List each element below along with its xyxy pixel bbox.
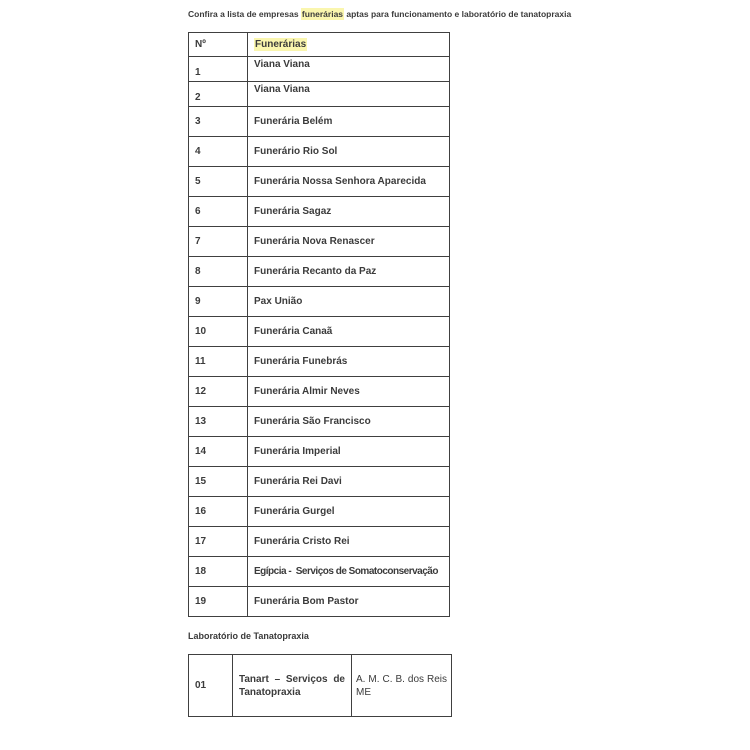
- company-name-cell: Pax União: [248, 287, 450, 317]
- company-name-cell: Funerária Nova Renascer: [248, 227, 450, 257]
- lab-owner-cell: A. M. C. B. dos Reis ME: [352, 655, 452, 717]
- table-row: [189, 527, 450, 557]
- company-name-cell: Funerária Recanto da Paz: [248, 257, 450, 287]
- row-number-cell: 1: [189, 57, 248, 82]
- row-number-cell: 11: [189, 347, 248, 377]
- row-number-cell: 17: [189, 527, 248, 557]
- intro-text-before: Confira a lista de empresas: [188, 9, 301, 19]
- company-name-cell: Funerária Cristo Rei: [248, 527, 450, 557]
- row-number-cell: 18: [189, 557, 248, 587]
- row-number-cell: 2: [189, 82, 248, 107]
- intro-highlighted-word: funerárias: [301, 9, 344, 19]
- company-name-cell: Funerária Almir Neves: [248, 377, 450, 407]
- company-name-cell: Funerária Rei Davi: [248, 467, 450, 497]
- table-row: [189, 227, 450, 257]
- row-number-cell: 4: [189, 137, 248, 167]
- company-name-cell: Funerária Sagaz: [248, 197, 450, 227]
- table-row: [189, 377, 450, 407]
- table-row: [189, 587, 450, 617]
- row-number-cell: 16: [189, 497, 248, 527]
- table-row: [189, 137, 450, 167]
- intro-text-after: aptas para funcionamento e laboratório de tanatopraxia: [344, 9, 572, 19]
- row-number-cell: 3: [189, 107, 248, 137]
- table-row: [189, 167, 450, 197]
- table-row: [189, 107, 450, 137]
- lab-company-name-cell: Tanart – Serviços de Tanatopraxia: [233, 655, 352, 717]
- row-number-cell: 8: [189, 257, 248, 287]
- lab-section-heading: Laboratório de Tanatopraxia: [188, 631, 309, 641]
- row-number-cell: 13: [189, 407, 248, 437]
- company-name-cell: Funerária Nossa Senhora Aparecida: [248, 167, 450, 197]
- company-name-cell: Funerária Belém: [248, 107, 450, 137]
- company-name-cell: Egípcia - Serviços de Somatoconservação: [248, 557, 450, 587]
- lab-row-number-cell: 01: [189, 655, 233, 717]
- funerarias-table: [188, 32, 450, 617]
- row-number-cell: 5: [189, 167, 248, 197]
- header-name-highlight: Funerárias: [255, 39, 307, 50]
- company-name-cell: Funerária Bom Pastor: [248, 587, 450, 617]
- intro-text: [188, 9, 658, 20]
- table-row: [189, 287, 450, 317]
- row-number-cell: 6: [189, 197, 248, 227]
- row-number-cell: 9: [189, 287, 248, 317]
- table-row: [189, 82, 450, 107]
- row-number-cell: 15: [189, 467, 248, 497]
- lab-table-row: [189, 655, 452, 717]
- lab-table-body: [189, 655, 452, 717]
- table-row: [189, 57, 450, 82]
- company-name-cell: Funerária Gurgel: [248, 497, 450, 527]
- table-row: [189, 437, 450, 467]
- table-row: [189, 407, 450, 437]
- company-name-cell: Viana Viana: [248, 82, 450, 107]
- table-row: [189, 557, 450, 587]
- company-name-cell: Funerária Imperial: [248, 437, 450, 467]
- company-name-cell: Funerária Funebrás: [248, 347, 450, 377]
- header-name-cell: [248, 33, 450, 57]
- row-number-cell: 12: [189, 377, 248, 407]
- row-number-cell: 19: [189, 587, 248, 617]
- table-row: [189, 257, 450, 287]
- table-row: [189, 197, 450, 227]
- lab-table: [188, 654, 452, 717]
- company-name-cell: Funerária São Francisco: [248, 407, 450, 437]
- row-number-cell: 14: [189, 437, 248, 467]
- table-row: [189, 317, 450, 347]
- header-number-cell: Nº: [189, 33, 248, 57]
- table-header-row: [189, 33, 450, 57]
- funerarias-table-body: [189, 57, 450, 617]
- document-page: [188, 9, 658, 717]
- row-number-cell: 10: [189, 317, 248, 347]
- table-row: [189, 347, 450, 377]
- row-number-cell: 7: [189, 227, 248, 257]
- table-row: [189, 497, 450, 527]
- funerarias-table-head: [189, 33, 450, 57]
- table-row: [189, 467, 450, 497]
- company-name-cell: Viana Viana: [248, 57, 450, 82]
- company-name-cell: Funerária Canaã: [248, 317, 450, 347]
- company-name-cell: Funerário Rio Sol: [248, 137, 450, 167]
